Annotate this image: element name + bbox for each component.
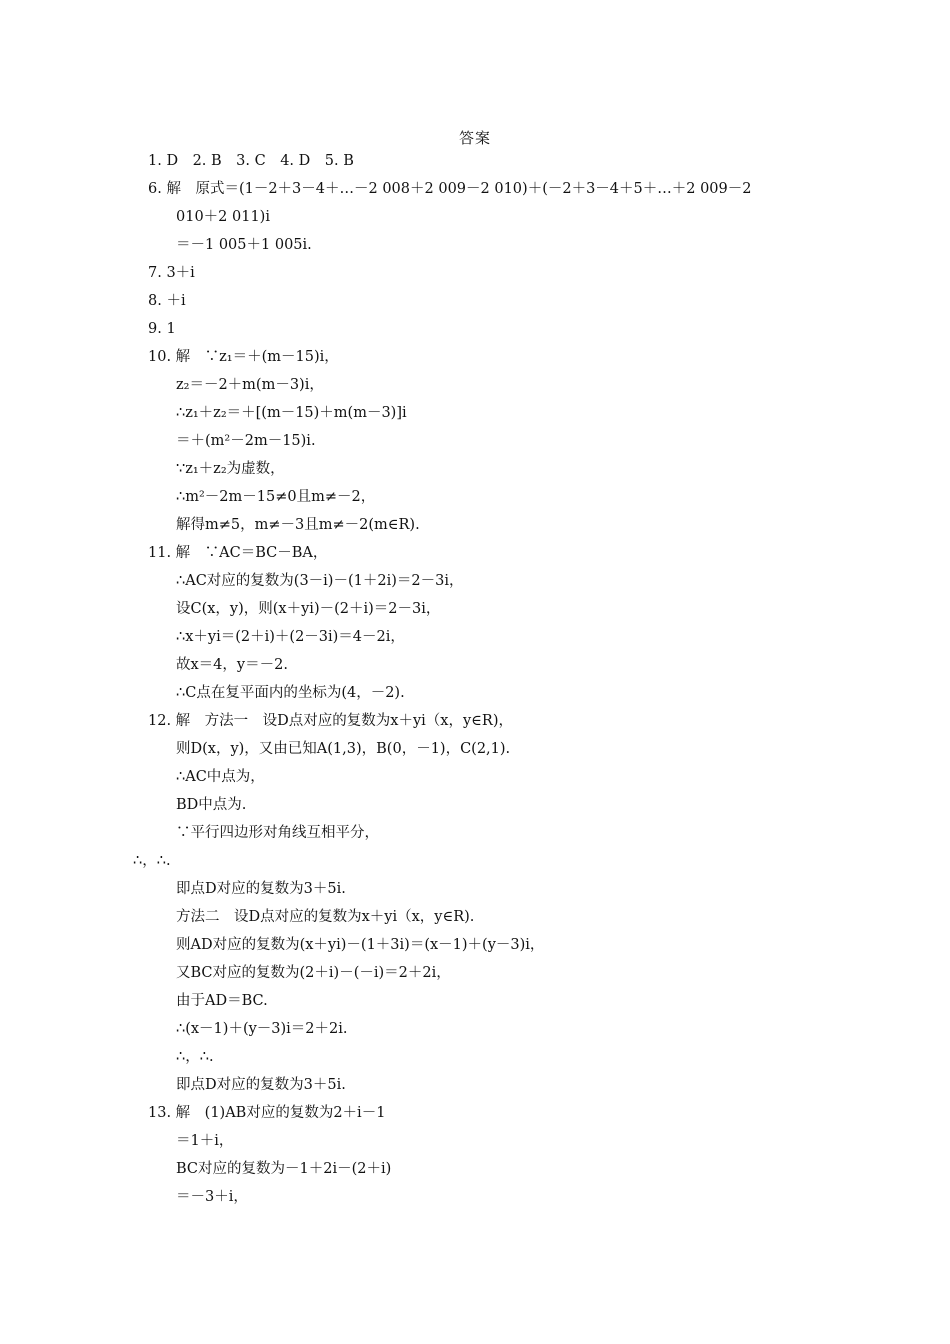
text-line: 1. D 2. B 3. C 4. D 5. B bbox=[148, 153, 354, 169]
text-line: ∴C点在复平面内的坐标为(4，－2). bbox=[176, 685, 405, 701]
text-line: BD中点为. bbox=[176, 797, 247, 813]
text-line: ∵平行四边形对角线互相平分， bbox=[176, 825, 379, 841]
text-line: 则AD对应的复数为(x＋yi)－(1＋3i)＝(x－1)＋(y－3)i， bbox=[176, 937, 545, 953]
text-line: 故x＝4，y＝－2. bbox=[176, 657, 288, 673]
text-line: 由于AD＝BC. bbox=[176, 993, 268, 1009]
text-line: 方法二 设D点对应的复数为x＋yi（x，y∈R). bbox=[176, 909, 475, 925]
text-line: ∵z₁＋z₂为虚数， bbox=[176, 461, 285, 477]
text-line: 则D(x，y)，又由已知A(1,3)，B(0，－1)，C(2,1). bbox=[176, 741, 511, 757]
page-title: 答案 bbox=[458, 129, 491, 147]
text-line: ∴x＋yi＝(2＋i)＋(2－3i)＝4－2i， bbox=[176, 629, 405, 645]
text-line: ＝1＋i， bbox=[176, 1133, 234, 1149]
text-line: ＝＋(m²－2m－15)i. bbox=[176, 433, 316, 449]
text-line: ∴m²－2m－15≠0且m≠－2， bbox=[176, 489, 376, 505]
text-line: 13. 解 (1)AB对应的复数为2＋i－1 bbox=[148, 1105, 386, 1121]
text-line: ∴(x－1)＋(y－3)i＝2＋2i. bbox=[176, 1021, 348, 1037]
text-line: 7. 3＋i bbox=[148, 265, 195, 281]
text-line: 010＋2 011)i bbox=[176, 209, 270, 225]
text-line: 6. 解 原式＝(1－2＋3－4＋…－2 008＋2 009－2 010)＋(－2＋3－4＋5＋…＋2 009－2 bbox=[148, 181, 752, 197]
text-line: ∴z₁＋z₂＝＋[(m－15)＋m(m－3)]i bbox=[176, 405, 407, 421]
text-line: 设C(x，y)，则(x＋yi)－(2＋i)＝2－3i， bbox=[176, 601, 441, 617]
text-line: z₂＝－2＋m(m－3)i， bbox=[176, 377, 324, 393]
text-line: ＝－1 005＋1 005i. bbox=[176, 237, 312, 253]
text-line: 即点D对应的复数为3＋5i. bbox=[176, 1077, 346, 1093]
text-line: BC对应的复数为－1＋2i－(2＋i) bbox=[176, 1161, 392, 1177]
text-line: ＝－3＋i， bbox=[176, 1189, 248, 1205]
text-line: ∴，∴. bbox=[133, 853, 171, 869]
text-line: ∴AC中点为， bbox=[176, 769, 265, 785]
text-line: ∴AC对应的复数为(3－i)－(1＋2i)＝2－3i， bbox=[176, 573, 464, 589]
text-line: 9. 1 bbox=[148, 321, 176, 337]
text-line: 8. ＋i bbox=[148, 293, 186, 309]
text-line: 12. 解 方法一 设D点对应的复数为x＋yi（x，y∈R)， bbox=[148, 713, 513, 729]
text-line: 11. 解 ∵AC＝BC－BA， bbox=[148, 545, 328, 561]
text-line: 解得m≠5，m≠－3且m≠－2(m∈R). bbox=[176, 517, 420, 533]
text-line: 10. 解 ∵z₁＝＋(m－15)i， bbox=[148, 349, 339, 365]
text-line: 又BC对应的复数为(2＋i)－(－i)＝2＋2i， bbox=[176, 965, 451, 981]
text-line: 即点D对应的复数为3＋5i. bbox=[176, 881, 346, 897]
text-line: ∴，∴. bbox=[176, 1049, 214, 1065]
answer-body bbox=[0, 147, 950, 1211]
